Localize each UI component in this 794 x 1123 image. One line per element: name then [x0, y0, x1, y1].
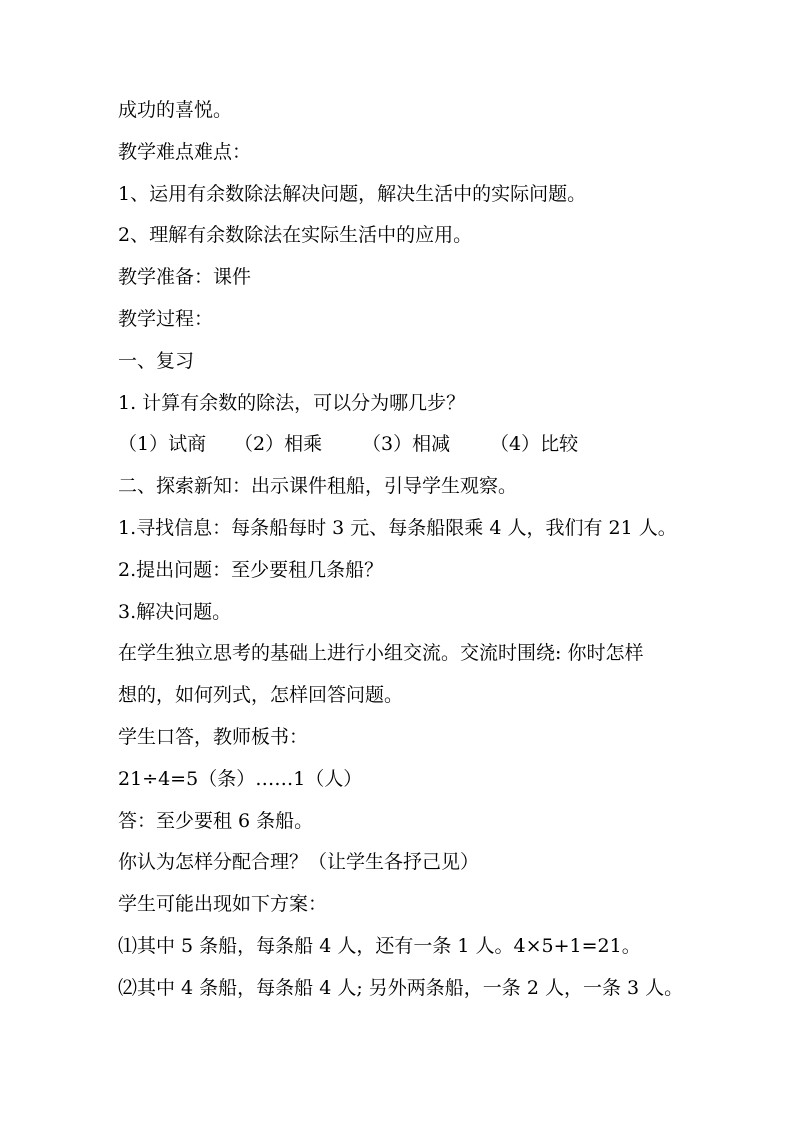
section-heading-process: 教学过程：	[118, 307, 214, 330]
plan-item: ⑵其中 4 条船，每条船 4 人; 另外两条船，一条 2 人，一条 3 人。	[118, 976, 684, 999]
division-steps	[118, 434, 698, 455]
step-item: （2）相乘	[234, 433, 323, 456]
section-heading-difficulties: 教学难点难点：	[118, 140, 252, 163]
text-line: 在学生独立思考的基础上进行小组交流。交流时围绕: 你时怎样	[118, 642, 644, 665]
text-line: 1. 计算有余数的除法，可以分为哪几步？	[118, 391, 466, 414]
text-line: 成功的喜悦。	[118, 99, 233, 121]
text-line: 2.提出问题：至少要租几条船？	[118, 558, 384, 581]
step-item: （4）比较	[490, 433, 579, 456]
text-line: 1、运用有余数除法解决问题，解决生活中的实际问题。	[118, 182, 587, 205]
section-heading-preparation: 教学准备：课件	[118, 266, 252, 289]
plan-item: ⑴其中 5 条船，每条船 4 人，还有一条 1 人。4×5+1=21。	[118, 934, 641, 957]
answer-line: 答：至少要租 6 条船。	[118, 809, 314, 832]
text-line: 1.寻找信息：每条船每时 3 元、每条船限乘 4 人，我们有 21 人。	[118, 516, 677, 539]
document-page	[118, 100, 698, 1020]
equation-line: 21÷4=5（条）……1（人）	[118, 767, 363, 790]
step-item: （1）试商	[118, 433, 207, 456]
section-heading-explore: 二、探索新知：出示课件租船，引导学生观察。	[118, 475, 518, 498]
section-heading-review: 一、复习	[118, 349, 195, 372]
step-item: （3）相减	[362, 433, 451, 456]
text-line: 学生口答，教师板书：	[118, 725, 309, 748]
text-line: 想的，如何列式，怎样回答问题。	[118, 684, 404, 707]
text-line: 2、理解有余数除法在实际生活中的应用。	[118, 224, 473, 247]
text-line: 你认为怎样分配合理？（让学生各抒己见）	[118, 851, 480, 874]
text-line: 学生可能出现如下方案：	[118, 893, 328, 916]
text-line: 3.解决问题。	[118, 600, 232, 623]
